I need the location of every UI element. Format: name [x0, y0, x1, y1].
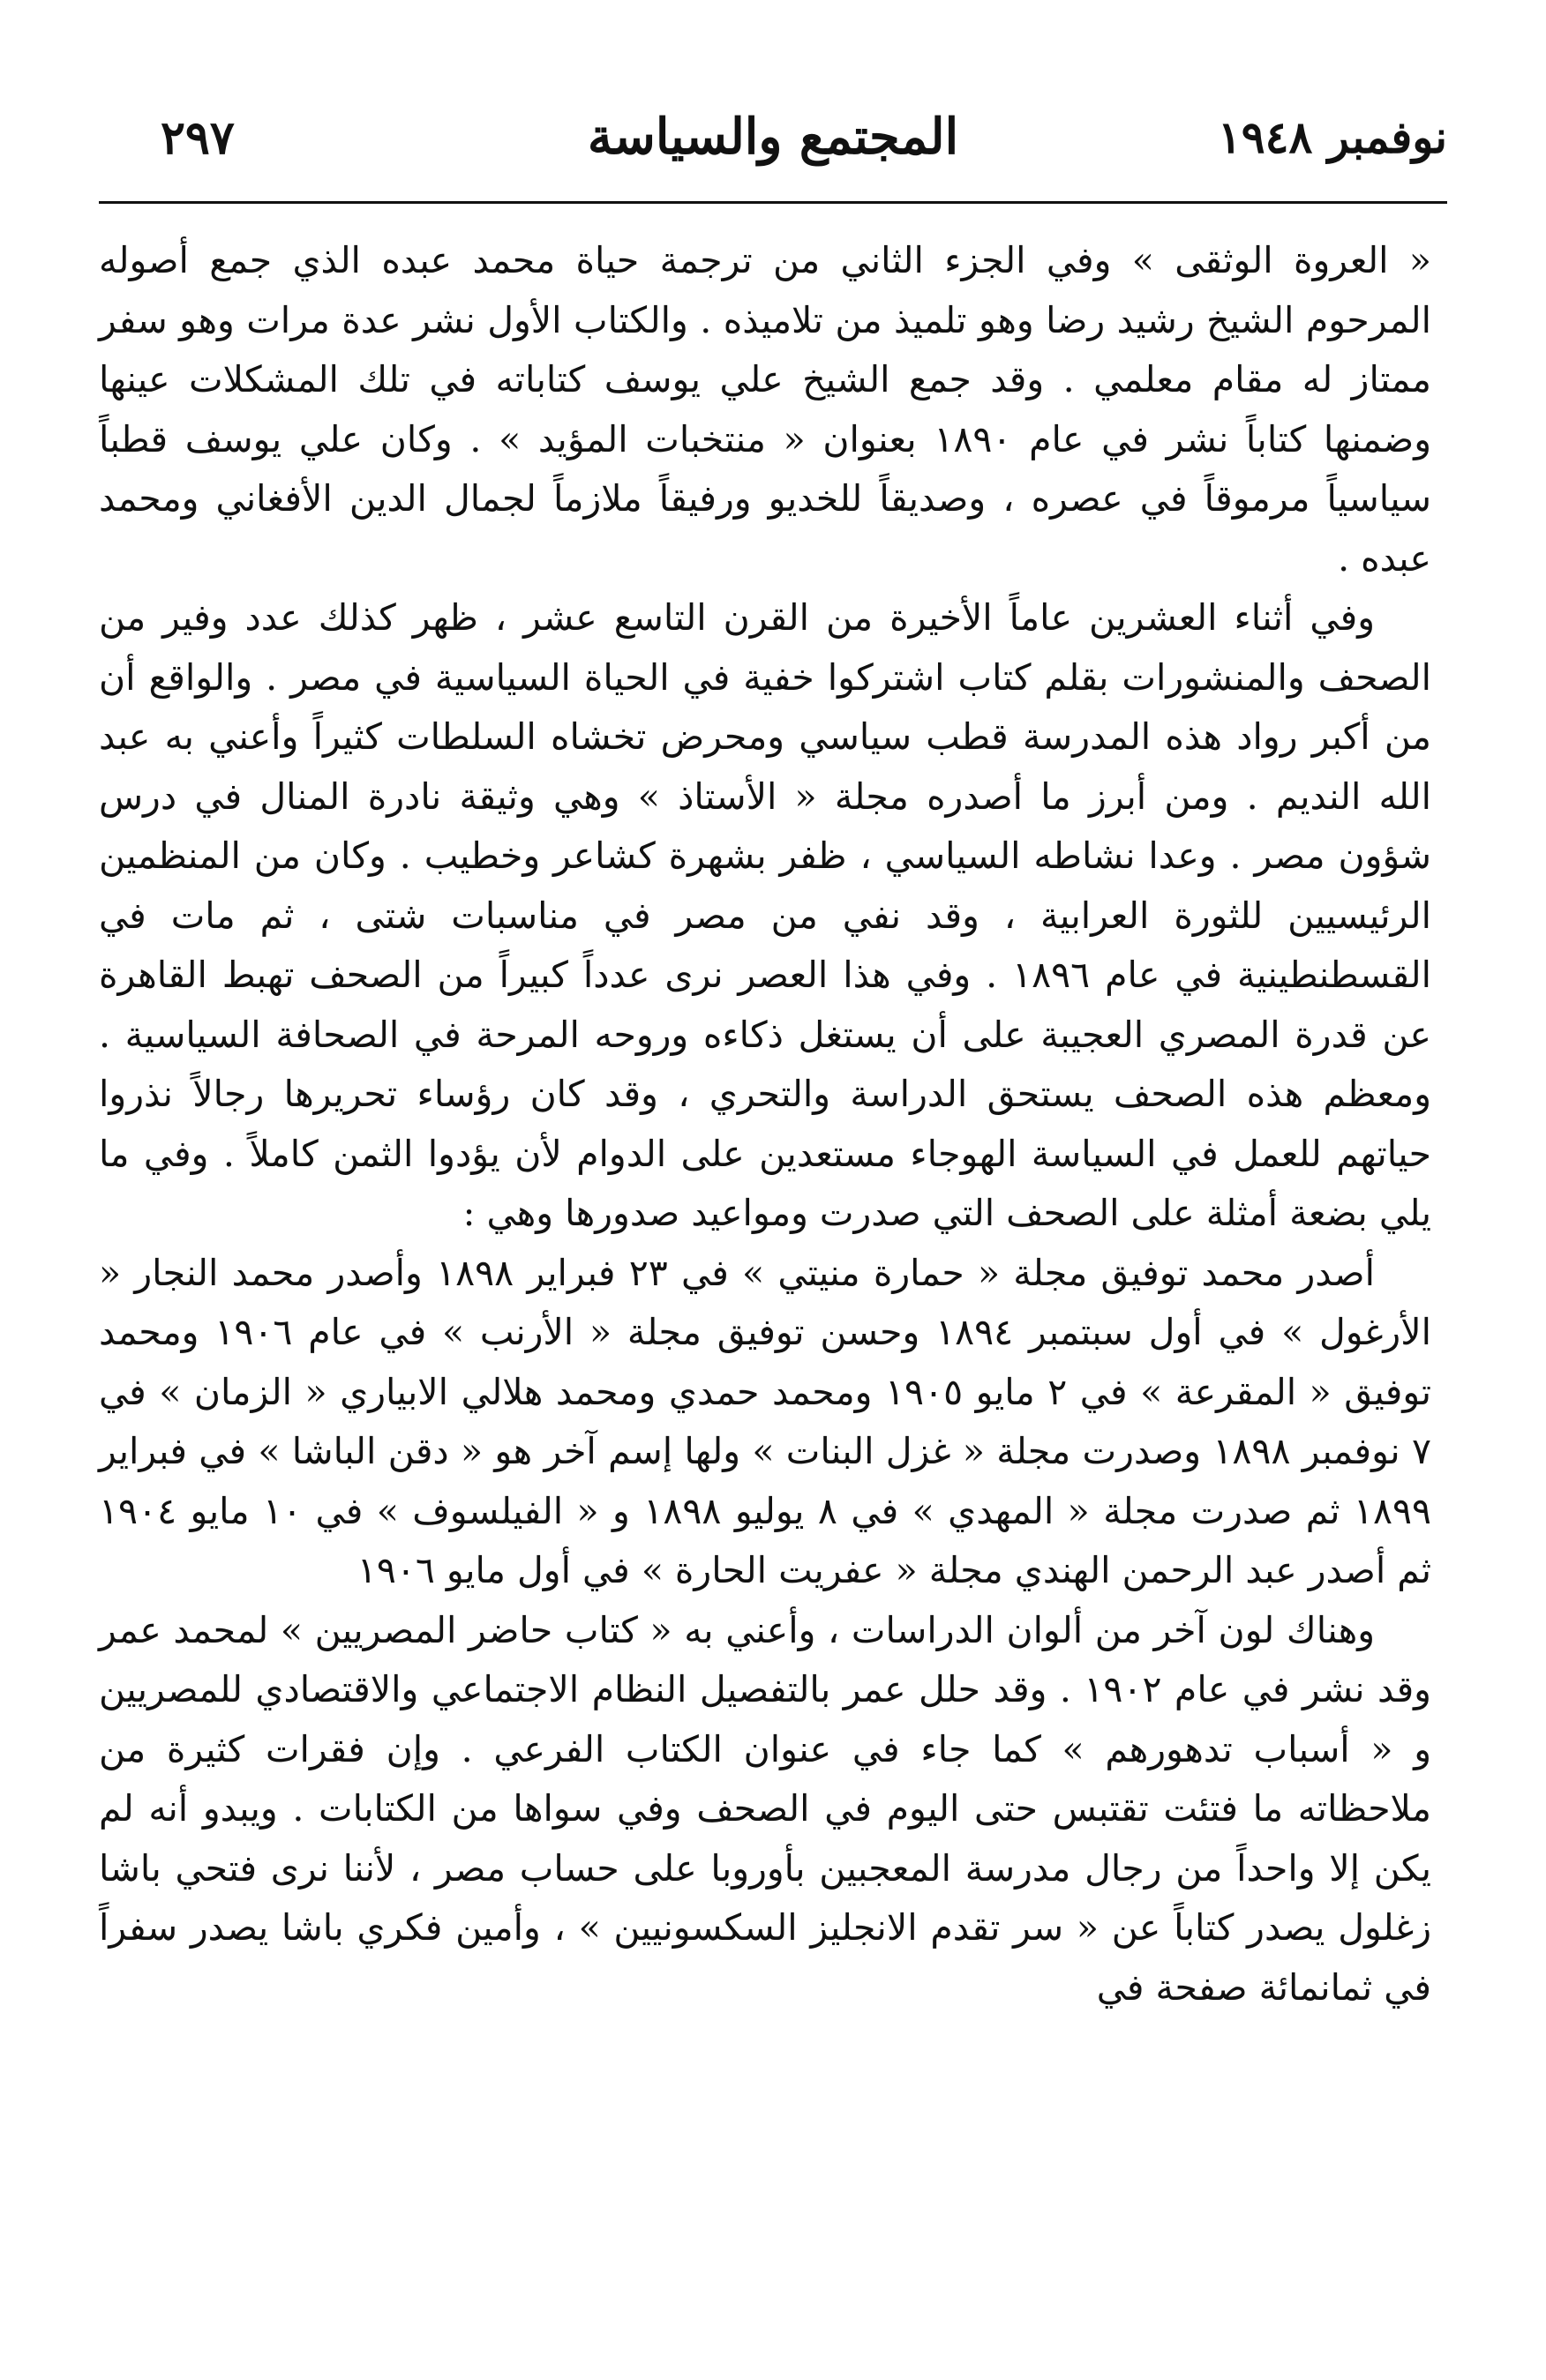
- paragraph: أصدر محمد توفيق مجلة « حمارة منيتي » في ٢٣ فبراير ١٨٩٨ وأصدر محمد النجار « الأرغول » في أول سبتمبر ١٨٩٤ وحسن توفيق مجلة « الأرنب » في عام ١٩٠٦ ومحمد توفيق « المقرعة » في ٢ مايو ١٩٠٥ ومحمد حمدي ومحمد هلالي الابياري « الزمان » في ٧ نوفمبر ١٨٩٨ وصدرت مجلة « غزل البنات » ولها إسم آخر هو « دقن الباشا » في فبراير ١٨٩٩ ثم صدرت مجلة « المهدي » في ٨ يوليو ١٨٩٨ و « الفيلسوف » في ١٠ مايو ١٩٠٤ ثم أصدر عبد الرحمن الهندي مجلة « عفريت الحارة » في أول مايو ١٩٠٦: [99, 1251, 1432, 1591]
- header-rule: [99, 201, 1447, 204]
- paragraph: وهناك لون آخر من ألوان الدراسات ، وأعني به « كتاب حاضر المصريين » لمحمد عمر وقد نشر في عام ١٩٠٢ . وقد حلل عمر بالتفصيل النظام الاجتماعي والاقتصادي للمصريين و « أسباب تدهورهم » كما جاء في عنوان الكتاب الفرعي . وإن فقرات كثيرة من ملاحظاته ما فتئت تقتبس حتى اليوم في الصحف وفي سواها من الكتابات . ويبدو أنه لم يكن إلا واحداً من رجال مدرسة المعجبين بأوروبا على حساب مصر ، لأننا نرى فتحي باشا زغلول يصدر كتاباً عن « سر تقدم الانجليز السكسونيين » ، وأمين فكري باشا يصدر سفراً في ثمانمائة صفحة في: [99, 1608, 1431, 2009]
- header-title: المجتمع والسياسة: [587, 108, 959, 166]
- header-date: نوفمبر ١٩٤٨: [1217, 111, 1447, 163]
- page-header: [99, 95, 1447, 192]
- page-number: ٢٩٧: [161, 111, 235, 165]
- body-text: [99, 231, 1431, 2017]
- paragraph: وفي أثناء العشرين عاماً الأخيرة من القرن التاسع عشر ، ظهر كذلك عدد وفير من الصحف والمنشورات بقلم كتاب اشتركوا خفية في الحياة السياسية في مصر . والواقع أن من أكبر رواد هذه المدرسة قطب سياسي ومحرض تخشاه السلطات كثيراً وأعني به عبد الله النديم . ومن أبرز ما أصدره مجلة « الأستاذ » وهي وثيقة نادرة المنال في درس شؤون مصر . وعدا نشاطه السياسي ، ظفر بشهرة كشاعر وخطيب . وكان من المنظمين الرئيسيين للثورة العرابية ، وقد نفي من مصر في مناسبات شتى ، ثم مات في القسطنطينية في عام ١٨٩٦ . وفي هذا العصر نرى عدداً كبيراً من الصحف تهبط القاهرة عن قدرة المصري العجيبة على أن يستغل ذكاءه وروحه المرحة في الصحافة السياسية . ومعظم هذه الصحف يستحق الدراسة والتحري ، وقد كان رؤساء تحريرها رجالاً نذروا حياتهم للعمل في السياسة الهوجاء مستعدين على الدوام لأن يؤدوا الثمن كاملاً . وفي ما يلي بضعة أمثلة على الصحف التي صدرت ومواعيد صدورها وهي :: [99, 596, 1431, 1234]
- paragraph: « العروة الوثقى » وفي الجزء الثاني من ترجمة حياة محمد عبده الذي جمع أصوله المرحوم الشيخ رشيد رضا وهو تلميذ من تلاميذه . والكتاب الأول نشر عدة مرات وهو سفر ممتاز له مقام معلمي . وقد جمع الشيخ علي يوسف كتاباته في تلك المشكلات عينها وضمنها كتاباً نشر في عام ١٨٩٠ بعنوان « منتخبات المؤيد » . وكان علي يوسف قطباً سياسياً مرموقاً في عصره ، وصديقاً للخديو ورفيقاً ملازماً لجمال الدين الأفغاني ومحمد عبده .: [99, 239, 1431, 580]
